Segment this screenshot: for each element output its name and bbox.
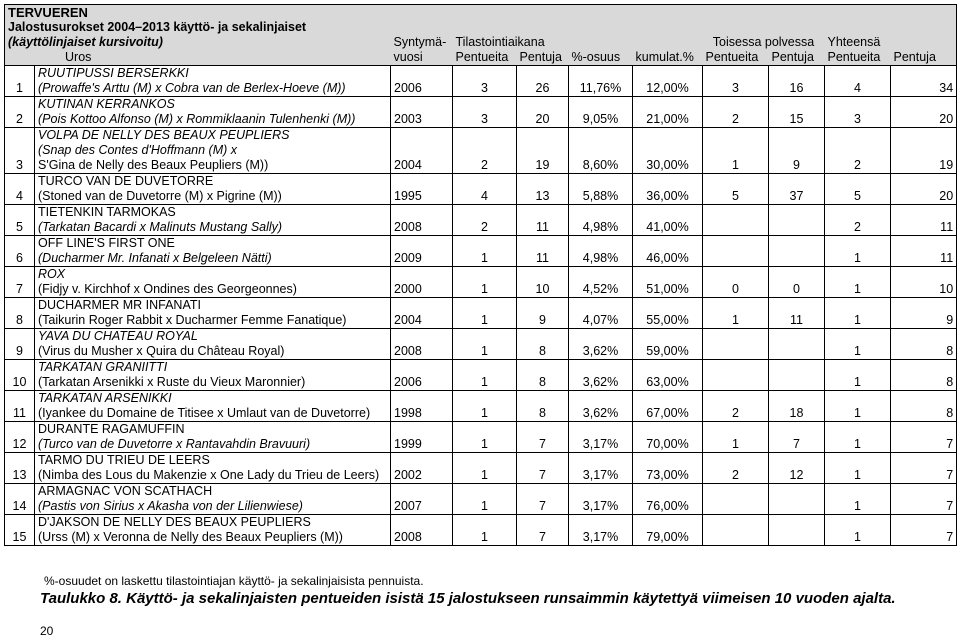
- litters-count: 1: [453, 453, 517, 484]
- col-pups2: Pentuja: [771, 50, 814, 64]
- male-name-line: (Tarkatan Arsenikki x Ruste du Vieux Maronnier): [38, 375, 306, 389]
- second-gen-pups: [769, 484, 825, 515]
- total-pups: 7: [891, 515, 957, 546]
- total-pups: 7: [891, 484, 957, 515]
- col-total-group: Yhteensä: [825, 35, 957, 50]
- second-gen-litters: [703, 515, 769, 546]
- table-row: [5, 174, 957, 205]
- male-name-line: VOLPA DE NELLY DES BEAUX PEUPLIERS: [38, 128, 290, 142]
- birth-year: 2004: [391, 298, 453, 329]
- birth-year: 1998: [391, 391, 453, 422]
- male-name-line: (Tarkatan Bacardi x Malinuts Mustang Sally): [38, 220, 283, 234]
- share-percent: 3,17%: [569, 453, 633, 484]
- second-gen-litters: [703, 360, 769, 391]
- male-name-cell: [35, 66, 391, 97]
- total-litters: 1: [825, 515, 891, 546]
- col-pups: Pentuja: [519, 50, 562, 64]
- male-name-cell: [35, 97, 391, 128]
- total-litters: 1: [825, 329, 891, 360]
- litters-count: 1: [453, 391, 517, 422]
- litters-count: 2: [453, 205, 517, 236]
- second-gen-litters: 2: [703, 97, 769, 128]
- table-row: [5, 422, 957, 453]
- litters-count: 1: [453, 515, 517, 546]
- share-percent: 5,88%: [569, 174, 633, 205]
- col-pups3: Pentuja: [891, 50, 957, 66]
- second-gen-pups: 16: [769, 66, 825, 97]
- second-gen-pups: 15: [769, 97, 825, 128]
- male-name-line: TIETENKIN TARMOKAS: [38, 205, 176, 219]
- pups-count: 7: [517, 422, 569, 453]
- cumulative-percent: 41,00%: [633, 205, 703, 236]
- birth-year: 2008: [391, 205, 453, 236]
- male-name-line: (Taikurin Roger Rabbit x Ducharmer Femme Fanatique): [38, 313, 347, 327]
- col-cumul: kumulat.%: [635, 50, 694, 64]
- total-litters: 3: [825, 97, 891, 128]
- male-name-line: YAVA DU CHATEAU ROYAL: [38, 329, 198, 343]
- birth-year: 1995: [391, 174, 453, 205]
- col-litters3: Pentueita: [827, 50, 881, 64]
- second-gen-litters: 0: [703, 267, 769, 298]
- col-litters2: Pentueita: [705, 50, 759, 64]
- male-name-line: DUCHARMER MR INFANATI: [38, 298, 201, 312]
- row-number: 10: [5, 360, 35, 391]
- second-gen-litters: [703, 205, 769, 236]
- male-name-line: RUUTIPUSSI BERSERKKI: [38, 66, 189, 80]
- total-pups: 20: [891, 174, 957, 205]
- header-columns-row: [5, 50, 957, 66]
- row-number: 8: [5, 298, 35, 329]
- share-percent: 3,17%: [569, 484, 633, 515]
- table-row: [5, 453, 957, 484]
- cumulative-percent: 30,00%: [633, 128, 703, 174]
- row-number: 12: [5, 422, 35, 453]
- pups-count: 13: [517, 174, 569, 205]
- total-pups: 8: [891, 360, 957, 391]
- cumulative-percent: 79,00%: [633, 515, 703, 546]
- second-gen-litters: [703, 236, 769, 267]
- total-litters: 1: [825, 453, 891, 484]
- second-gen-pups: 11: [769, 298, 825, 329]
- row-number: 2: [5, 97, 35, 128]
- male-name-cell: [35, 484, 391, 515]
- col-male: Uros: [5, 50, 391, 66]
- male-name-line: (Iyankee du Domaine de Titisee x Umlaut van de Duvetorre): [38, 406, 371, 420]
- cumulative-percent: 76,00%: [633, 484, 703, 515]
- total-pups: 10: [891, 267, 957, 298]
- male-name-line: (Virus du Musher x Quira du Château Royal): [38, 344, 285, 358]
- second-gen-litters: 2: [703, 453, 769, 484]
- share-percent: 3,17%: [569, 515, 633, 546]
- header-subtitle-row: [5, 20, 957, 35]
- cumulative-percent: 51,00%: [633, 267, 703, 298]
- male-name-line: (Urss (M) x Veronna de Nelly des Beaux Peupliers (M)): [38, 530, 343, 544]
- row-number: 5: [5, 205, 35, 236]
- birth-year: 2006: [391, 66, 453, 97]
- second-gen-pups: [769, 329, 825, 360]
- table-subtitle: Jalostusurokset 2004–2013 käyttö- ja sekalinjaiset: [5, 20, 957, 35]
- row-number: 9: [5, 329, 35, 360]
- male-name-cell: [35, 453, 391, 484]
- litters-count: 1: [453, 267, 517, 298]
- male-name-line: DURANTE RAGAMUFFIN: [38, 422, 185, 436]
- share-percent: 9,05%: [569, 97, 633, 128]
- caption: Taulukko 8. Käyttö- ja sekalinjaisten pentueiden isistä 15 jalostukseen runsaimmin käytettyä viimeisen 10 vuoden ajalta.: [40, 590, 896, 607]
- row-number: 7: [5, 267, 35, 298]
- cumulative-percent: 46,00%: [633, 236, 703, 267]
- cumulative-percent: 59,00%: [633, 329, 703, 360]
- male-name-line: TARKATAN GRANIITTI: [38, 360, 168, 374]
- total-litters: 1: [825, 391, 891, 422]
- pups-count: 9: [517, 298, 569, 329]
- pups-count: 8: [517, 329, 569, 360]
- male-name-line: OFF LINE'S FIRST ONE: [38, 236, 175, 250]
- share-percent: 11,76%: [569, 66, 633, 97]
- col-litters: Pentueita: [455, 50, 509, 64]
- col-birth-top: Syntymä-: [393, 35, 447, 49]
- cumulative-percent: 70,00%: [633, 422, 703, 453]
- col-second-group: Toisessa polvessa: [712, 35, 815, 49]
- male-name-cell: [35, 128, 391, 174]
- litters-count: 1: [453, 484, 517, 515]
- share-percent: 4,07%: [569, 298, 633, 329]
- second-gen-pups: 18: [769, 391, 825, 422]
- pups-count: 7: [517, 484, 569, 515]
- male-name-line: TURCO VAN DE DUVETORRE: [38, 174, 214, 188]
- row-number: 6: [5, 236, 35, 267]
- total-litters: 2: [825, 205, 891, 236]
- row-number: 15: [5, 515, 35, 546]
- second-gen-litters: [703, 329, 769, 360]
- row-number: 11: [5, 391, 35, 422]
- male-name-cell: [35, 360, 391, 391]
- table-row: [5, 205, 957, 236]
- total-pups: 7: [891, 422, 957, 453]
- birth-year: 2008: [391, 329, 453, 360]
- male-name-line: (Turco van de Duvetorre x Rantavahdin Bravuuri): [38, 437, 311, 451]
- second-gen-pups: [769, 236, 825, 267]
- male-name-line: TARMO DU TRIEU DE LEERS: [38, 453, 210, 467]
- male-name-line: D'JAKSON DE NELLY DES BEAUX PEUPLIERS: [38, 515, 311, 529]
- litters-count: 1: [453, 298, 517, 329]
- male-name-line: (Pastis von Sirius x Akasha von der Lilienwiese): [38, 499, 303, 513]
- share-percent: 8,60%: [569, 128, 633, 174]
- page-number: 20: [40, 624, 54, 638]
- birth-year: 2006: [391, 360, 453, 391]
- pups-count: 7: [517, 453, 569, 484]
- second-gen-litters: [703, 484, 769, 515]
- total-litters: 1: [825, 298, 891, 329]
- second-gen-pups: [769, 360, 825, 391]
- table-note: (käyttölinjaiset kursivoitu): [5, 35, 391, 50]
- header-title-row: [5, 5, 957, 21]
- table-row: [5, 128, 957, 174]
- male-name-line: (Nimba des Lous du Makenzie x One Lady du Trieu de Leers): [38, 468, 380, 482]
- male-name-line: ROX: [38, 267, 66, 281]
- male-name-line: (Stoned van de Duvetorre (M) x Pigrine (M)): [38, 189, 282, 203]
- second-gen-litters: 1: [703, 128, 769, 174]
- table-row: [5, 484, 957, 515]
- table-title: TERVUEREN: [5, 5, 957, 21]
- table-row: [5, 236, 957, 267]
- total-pups: 11: [891, 236, 957, 267]
- second-gen-pups: 12: [769, 453, 825, 484]
- total-litters: 1: [825, 267, 891, 298]
- pups-count: 26: [517, 66, 569, 97]
- male-name-line: (Prowaffe's Arttu (M) x Cobra van de Berlex-Hoeve (M)): [38, 81, 346, 95]
- cumulative-percent: 73,00%: [633, 453, 703, 484]
- total-pups: 20: [891, 97, 957, 128]
- col-share: %-osuus: [571, 50, 621, 64]
- cumulative-percent: 63,00%: [633, 360, 703, 391]
- male-name-line: ARMAGNAC VON SCATHACH: [38, 484, 213, 498]
- table-row: [5, 391, 957, 422]
- second-gen-litters: 5: [703, 174, 769, 205]
- birth-year: 2003: [391, 97, 453, 128]
- total-litters: 4: [825, 66, 891, 97]
- male-name-cell: [35, 267, 391, 298]
- male-name-cell: [35, 422, 391, 453]
- share-percent: 4,52%: [569, 267, 633, 298]
- birth-year: 2008: [391, 515, 453, 546]
- male-name-cell: [35, 515, 391, 546]
- birth-year: 2000: [391, 267, 453, 298]
- total-pups: 19: [891, 128, 957, 174]
- birth-year: 2004: [391, 128, 453, 174]
- litters-count: 1: [453, 422, 517, 453]
- total-pups: 34: [891, 66, 957, 97]
- total-pups: 7: [891, 453, 957, 484]
- second-gen-pups: 37: [769, 174, 825, 205]
- litters-count: 1: [453, 360, 517, 391]
- pups-count: 8: [517, 391, 569, 422]
- share-percent: 3,62%: [569, 360, 633, 391]
- male-name-cell: [35, 236, 391, 267]
- cumulative-percent: 21,00%: [633, 97, 703, 128]
- pups-count: 20: [517, 97, 569, 128]
- total-litters: 1: [825, 484, 891, 515]
- pups-count: 11: [517, 205, 569, 236]
- male-name-line: (Pois Kottoo Alfonso (M) x Rommiklaanin Tulenhenki (M)): [38, 112, 356, 126]
- header-group-row: [5, 35, 957, 50]
- litters-count: 1: [453, 329, 517, 360]
- birth-year: 2009: [391, 236, 453, 267]
- male-name-cell: [35, 298, 391, 329]
- table-row: [5, 298, 957, 329]
- pups-count: 7: [517, 515, 569, 546]
- litters-count: 3: [453, 97, 517, 128]
- share-percent: 3,17%: [569, 422, 633, 453]
- table-row: [5, 97, 957, 128]
- second-gen-pups: 9: [769, 128, 825, 174]
- male-name-cell: [35, 174, 391, 205]
- total-pups: 11: [891, 205, 957, 236]
- litters-count: 4: [453, 174, 517, 205]
- total-pups: 8: [891, 391, 957, 422]
- litters-count: 3: [453, 66, 517, 97]
- col-stats-group: Tilastointiaikana: [455, 35, 545, 49]
- male-name-line: (Ducharmer Mr. Infanati x Belgeleen Nätti): [38, 251, 272, 265]
- total-litters: 1: [825, 236, 891, 267]
- second-gen-pups: [769, 515, 825, 546]
- share-percent: 3,62%: [569, 329, 633, 360]
- total-litters: 5: [825, 174, 891, 205]
- share-percent: 4,98%: [569, 205, 633, 236]
- male-name-line: (Snap des Contes d'Hoffmann (M) x: [38, 143, 237, 157]
- stud-table: [4, 4, 957, 546]
- birth-year: 1999: [391, 422, 453, 453]
- second-gen-pups: 7: [769, 422, 825, 453]
- second-gen-litters: 1: [703, 422, 769, 453]
- share-percent: 3,62%: [569, 391, 633, 422]
- table-row: [5, 360, 957, 391]
- male-name-line: S'Gina de Nelly des Beaux Peupliers (M)): [38, 158, 269, 172]
- table-row: [5, 267, 957, 298]
- birth-year: 2007: [391, 484, 453, 515]
- cumulative-percent: 12,00%: [633, 66, 703, 97]
- second-gen-litters: 1: [703, 298, 769, 329]
- cumulative-percent: 36,00%: [633, 174, 703, 205]
- pups-count: 19: [517, 128, 569, 174]
- share-percent: 4,98%: [569, 236, 633, 267]
- footnote: %-osuudet on laskettu tilastointiajan käyttö- ja sekalinjaisista pennuista.: [44, 574, 424, 588]
- col-birth: vuosi: [393, 50, 423, 64]
- male-name-cell: [35, 329, 391, 360]
- litters-count: 1: [453, 236, 517, 267]
- pups-count: 10: [517, 267, 569, 298]
- total-litters: 1: [825, 360, 891, 391]
- male-name-line: TARKATAN ARSENIKKI: [38, 391, 172, 405]
- cumulative-percent: 67,00%: [633, 391, 703, 422]
- table-row: [5, 329, 957, 360]
- birth-year: 2002: [391, 453, 453, 484]
- second-gen-pups: [769, 205, 825, 236]
- total-litters: 1: [825, 422, 891, 453]
- second-gen-litters: 2: [703, 391, 769, 422]
- row-number: 3: [5, 128, 35, 174]
- male-name-line: KUTINAN KERRANKOS: [38, 97, 175, 111]
- cumulative-percent: 55,00%: [633, 298, 703, 329]
- table-row: [5, 515, 957, 546]
- second-gen-pups: 0: [769, 267, 825, 298]
- total-pups: 9: [891, 298, 957, 329]
- total-pups: 8: [891, 329, 957, 360]
- row-number: 14: [5, 484, 35, 515]
- male-name-cell: [35, 205, 391, 236]
- litters-count: 2: [453, 128, 517, 174]
- row-number: 4: [5, 174, 35, 205]
- row-number: 1: [5, 66, 35, 97]
- table-row: [5, 66, 957, 97]
- row-number: 13: [5, 453, 35, 484]
- pups-count: 8: [517, 360, 569, 391]
- second-gen-litters: 3: [703, 66, 769, 97]
- male-name-cell: [35, 391, 391, 422]
- total-litters: 2: [825, 128, 891, 174]
- pups-count: 11: [517, 236, 569, 267]
- male-name-line: (Fidjy v. Kirchhof x Ondines des Georgeonnes): [38, 282, 297, 296]
